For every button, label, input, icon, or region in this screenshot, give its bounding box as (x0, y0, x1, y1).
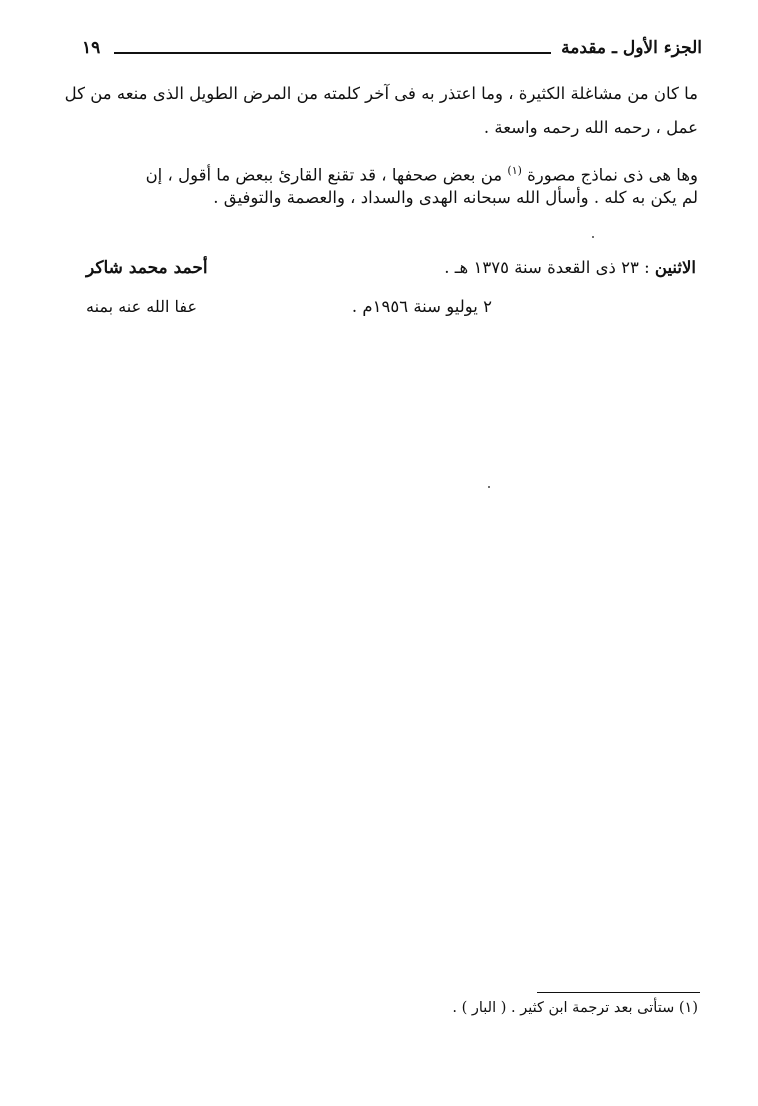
running-header-title: الجزء الأول ـ مقدمة (561, 38, 702, 58)
gregorian-dateline: ٢ يوليو سنة ١٩٥٦م . (351, 297, 492, 316)
paragraph-2-line-2: لم يكن به كله . وأسأل الله سبحانه الهدى والسداد ، والعصمة والتوفيق . (213, 188, 698, 207)
page-number: ١٩ (82, 38, 101, 58)
footnote-text: (١) ستأتى بعد ترجمة ابن كثير . ( البار ) . (452, 1000, 698, 1016)
paragraph-2-text-after-ref: من بعض صحفها ، قد تقنع القارئ ببعض ما أقول ، إن (145, 165, 503, 185)
scan-speck (592, 236, 594, 238)
day-label: الاثنين (654, 258, 696, 277)
paragraph-2-line-1 (146, 164, 698, 185)
paragraph-2-text-before-ref: وها هى ذى نماذج مصورة (527, 165, 698, 185)
footnote-rule (537, 992, 700, 993)
hijri-dateline (444, 258, 696, 277)
footnote-reference: (١) (507, 164, 522, 177)
paragraph-1-line-2: عمل ، رحمه الله رحمه واسعة . (483, 118, 698, 137)
header-rule (114, 52, 551, 54)
author-signature-name: أحمد محمد شاكر (86, 258, 208, 278)
hijri-date: : ٢٣ ذى القعدة سنة ١٣٧٥ هـ . (444, 258, 650, 277)
paragraph-1-line-1: ما كان من مشاغلة الكثيرة ، وما اعتذر به فى آخر كلمته من المرض الطويل الذى منعه من كل (64, 84, 698, 103)
author-invocation: عفا الله عنه بمنه (86, 297, 198, 316)
scan-speck (488, 486, 490, 488)
